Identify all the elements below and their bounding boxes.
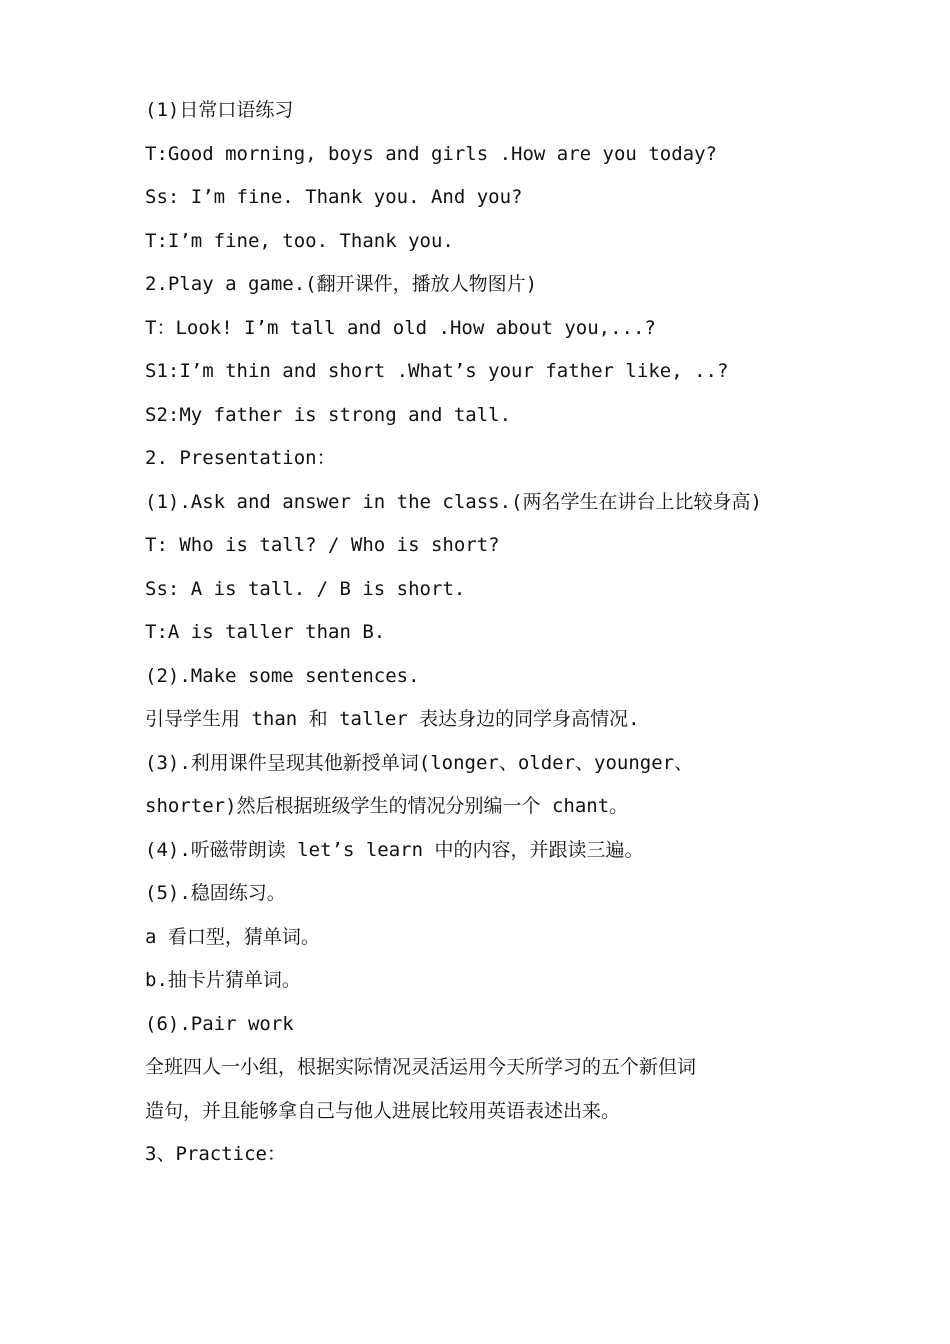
text-line-22: (6).Pair work <box>145 1012 294 1035</box>
text-line-13: T:A is taller than B. <box>145 621 386 643</box>
section-heading-practice: 3、Practice： <box>145 1143 286 1165</box>
text-line-8: S2:My father is strong and tall. <box>145 403 512 426</box>
text-line-2: T:Good morning, boys and girls .How are you today? <box>145 142 717 165</box>
text-line-23: 全班四人一小组，根据实际情况灵活运用今天所学习的五个新但词 <box>145 1056 697 1078</box>
text-line-17: shorter)然后根据班级学生的情况分别编一个 chant。 <box>145 795 629 817</box>
text-line-20: a 看口型，猜单词。 <box>145 925 320 948</box>
text-line-11: T: Who is tall? / Who is short? <box>145 534 500 556</box>
text-line-14: (2).Make some sentences. <box>145 664 420 687</box>
text-line-16: (3).利用课件呈现其他新授单词(longer、older、younger、 <box>145 751 694 774</box>
text-line-7: S1:I’m thin and short .What’s your father like, ..? <box>145 360 729 382</box>
text-line-21: b.抽卡片猜单词。 <box>145 969 301 991</box>
text-line-12: Ss: A is tall. / B is short. <box>145 577 466 600</box>
text-line-10: (1).Ask and answer in the class.(两名学生在讲台上比较身高) <box>145 490 762 513</box>
text-line-24: 造句，并且能够拿自己与他人进展比较用英语表述出来。 <box>145 1099 621 1122</box>
text-line-3: Ss: I’m fine. Thank you. And you? <box>145 186 523 208</box>
section-heading-presentation: 2. Presentation： <box>145 447 336 469</box>
text-line-6: T：Look! I’m tall and old .How about you,...? <box>145 316 656 339</box>
text-line-4: T:I’m fine, too. Thank you. <box>145 229 454 252</box>
document-page <box>145 91 825 1179</box>
text-line-5: 2.Play a game.(翻开课件，播放人物图片) <box>145 273 538 295</box>
text-line-15: 引导学生用 than 和 taller 表达身边的同学身高情况. <box>145 708 640 730</box>
text-line-18: (4).听磁带朗读 let’s learn 中的内容，并跟读三遍。 <box>145 838 644 861</box>
text-line-1: (1)日常口语练习 <box>145 99 294 121</box>
text-line-19: (5).稳固练习。 <box>145 882 286 904</box>
